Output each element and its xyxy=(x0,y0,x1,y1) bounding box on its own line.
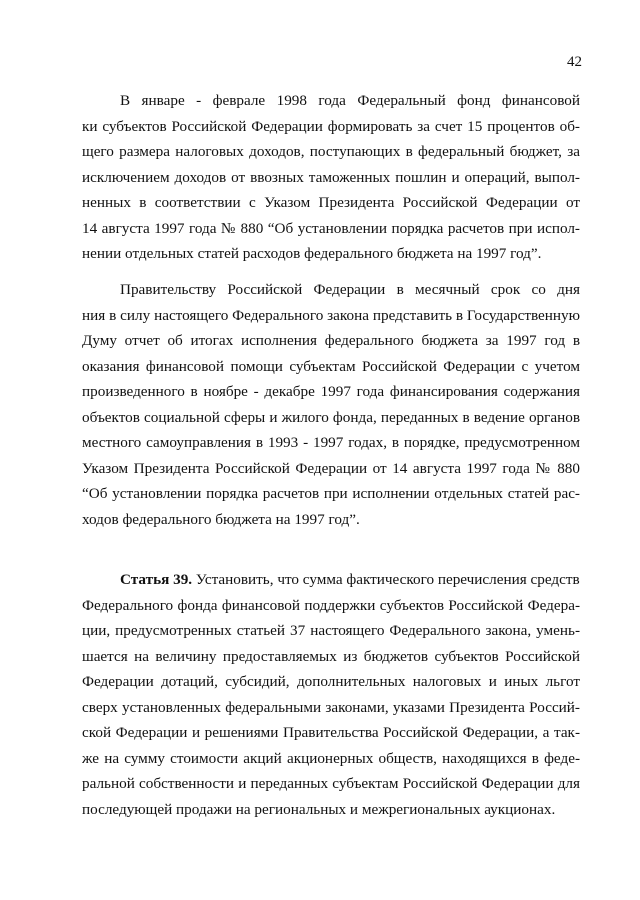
text-line: исключением доходов от ввозных таможенных пошлин и операций, выпол- xyxy=(82,168,580,186)
text-line: последующей продажи на региональных и межрегиональных аукционах. xyxy=(82,800,556,818)
text-line: ненных в соответствии с Указом Президента Российской Федерации от xyxy=(82,194,580,211)
text-fragment: Установить, что сумма фактического перечисления средств xyxy=(192,571,580,588)
text-line: объектов социальной сферы и жилого фонда, переданных в ведение органов xyxy=(82,408,580,426)
text-line: местного самоуправления в 1993 - 1997 годах, в порядке, предусмотренном xyxy=(82,434,580,451)
text-line: шается на величину предоставляемых из бюджетов субъектов Российской xyxy=(82,647,580,665)
text-line: Федерального фонда финансовой поддержки субъектов Российской Федера- xyxy=(82,596,580,614)
text-line: ния в силу настоящего Федерального закона представить в Государственную xyxy=(82,306,580,324)
paragraph-2 xyxy=(82,277,580,532)
text-line: ходов федерального бюджета на 1997 год”. xyxy=(82,510,360,528)
text-line: 14 августа 1997 года № 880 “Об установлении порядка расчетов при испол- xyxy=(82,219,580,237)
text-line: щего размера налоговых доходов, поступающих в федеральный бюджет, за xyxy=(82,143,580,160)
text-line: же на сумму стоимости акций акционерных обществ, находящихся в феде- xyxy=(82,749,580,767)
text-line: Указом Президента Российской Федерации от 14 августа 1997 года № 880 xyxy=(82,459,580,477)
paragraph-1 xyxy=(82,88,580,267)
text-line: ции, предусмотренных статьей 37 настоящего Федерального закона, умень- xyxy=(82,622,580,639)
text-line: произведенного в ноябре - декабре 1997 года финансирования содержания xyxy=(82,383,580,400)
text-line: Правительству Российской Федерации в месячный срок со дня xyxy=(120,281,580,298)
text-line: В январе - феврале 1998 года Федеральный фонд финансовой xyxy=(120,92,580,109)
text-line: оказания финансовой помощи субъектам Российской Федерации с учетом xyxy=(82,357,580,375)
text-line: ки субъектов Российской Федерации формировать за счет 15 процентов об- xyxy=(82,117,580,135)
text-line: сверх установленных федеральными законами, указами Президента Россий- xyxy=(82,698,580,716)
article-heading: Статья 39. xyxy=(120,571,193,588)
text-line: “Об установлении порядка расчетов при исполнении отдельных статей рас- xyxy=(82,485,580,502)
text-line: ской Федерации и решениями Правительства Российской Федерации, а так- xyxy=(82,724,580,741)
text-line: ральной собственности и переданных субъектам Российской Федерации для xyxy=(82,775,580,792)
page-number: 42 xyxy=(567,54,582,70)
text-line: нении отдельных статей расходов федерального бюджета на 1997 год”. xyxy=(82,245,542,262)
article-39-first-line xyxy=(82,567,580,593)
text-line: Думу отчет об итогах исполнения федерального бюджета за 1997 год в xyxy=(82,332,580,349)
text-line: Федерации дотаций, субсидий, дополнительных налоговых и иных льгот xyxy=(82,673,580,690)
article-39 xyxy=(82,567,580,822)
